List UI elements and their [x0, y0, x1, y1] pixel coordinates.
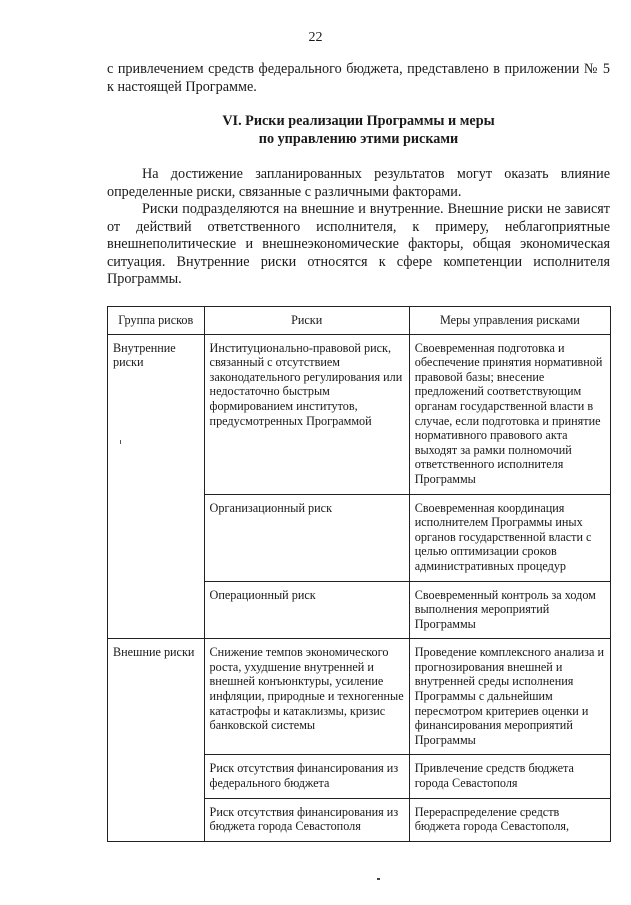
risk-cell: Организационный риск: [204, 494, 409, 581]
measure-cell: Перераспределение средств бюджета города Севастополя,: [409, 798, 610, 841]
header-risks: Риски: [204, 307, 409, 335]
section-heading-line-1: VI. Риски реализации Программы и меры: [222, 113, 495, 129]
measure-cell: Своевременная подготовка и обеспечение принятия нормативной правовой базы; внесение предложений соответствующим органам государственной власти в случае, если подготовка и принятие нормативного правового акта выходят за рамки полномочий ответственного исполнителя Программы: [409, 334, 610, 494]
table-row: [108, 639, 611, 755]
paragraph-risks-influence: На достижение запланированных результатов могут оказать влияние определенные риски, связанные с различными факторами.: [107, 166, 610, 200]
measure-cell: Своевременный контроль за ходом выполнения мероприятий Программы: [409, 581, 610, 639]
paragraph-risks-types: Риски подразделяются на внешние и внутренние. Внешние риски не зависят от действий ответственного исполнителя, к примеру, неблагоприятные внешнеполитические и внешнеэкономические факторы, общая экономическая ситуация. Внутренние риски относятся к сфере компетенции исполнителя Программы.: [107, 201, 610, 288]
measure-cell: Проведение комплексного анализа и прогнозирования внешней и внутренней среды исполнения Программы с дальнейшим пересмотром критериев оценки и финансирования мероприятий Программы: [409, 639, 610, 755]
risk-table: [107, 306, 611, 842]
risk-cell: Риск отсутствия финансирования из бюджета города Севастополя: [204, 798, 409, 841]
risk-cell: Риск отсутствия финансирования из федерального бюджета: [204, 755, 409, 798]
table-row: [108, 334, 611, 494]
risk-cell: Операционный риск: [204, 581, 409, 639]
header-risk-group: Группа рисков: [108, 307, 205, 335]
section-heading-line-2: по управлению этими рисками: [258, 130, 459, 147]
section-heading: [107, 113, 610, 148]
scan-artifact-mark: [120, 440, 121, 444]
measure-cell: Своевременная координация исполнителем Программы иных органов государственной власти с целью оптимизации сроков административных процедур: [409, 494, 610, 581]
page-number: 22: [308, 30, 323, 45]
header-risk-measures: Меры управления рисками: [409, 307, 610, 335]
scan-artifact-dot: [377, 878, 380, 880]
intro-paragraph: с привлечением средств федерального бюджета, представлено в приложении № 5 к настоящей Программе.: [107, 61, 610, 95]
group-external-risks: Внешние риски: [108, 639, 205, 842]
table-header-row: [108, 307, 611, 335]
measure-cell: Привлечение средств бюджета города Севастополя: [409, 755, 610, 798]
group-internal-risks: Внутренние риски: [108, 334, 205, 639]
risk-cell: Институционально-правовой риск, связанный с отсутствием законодательного регулирования или недостаточно быстрым формированием институтов, предусмотренных Программой: [204, 334, 409, 494]
risk-cell: Снижение темпов экономического роста, ухудшение внутренней и внешней конъюнктуры, усиление инфляции, природные и техногенные катастрофы и катаклизмы, кризис банковской системы: [204, 639, 409, 755]
